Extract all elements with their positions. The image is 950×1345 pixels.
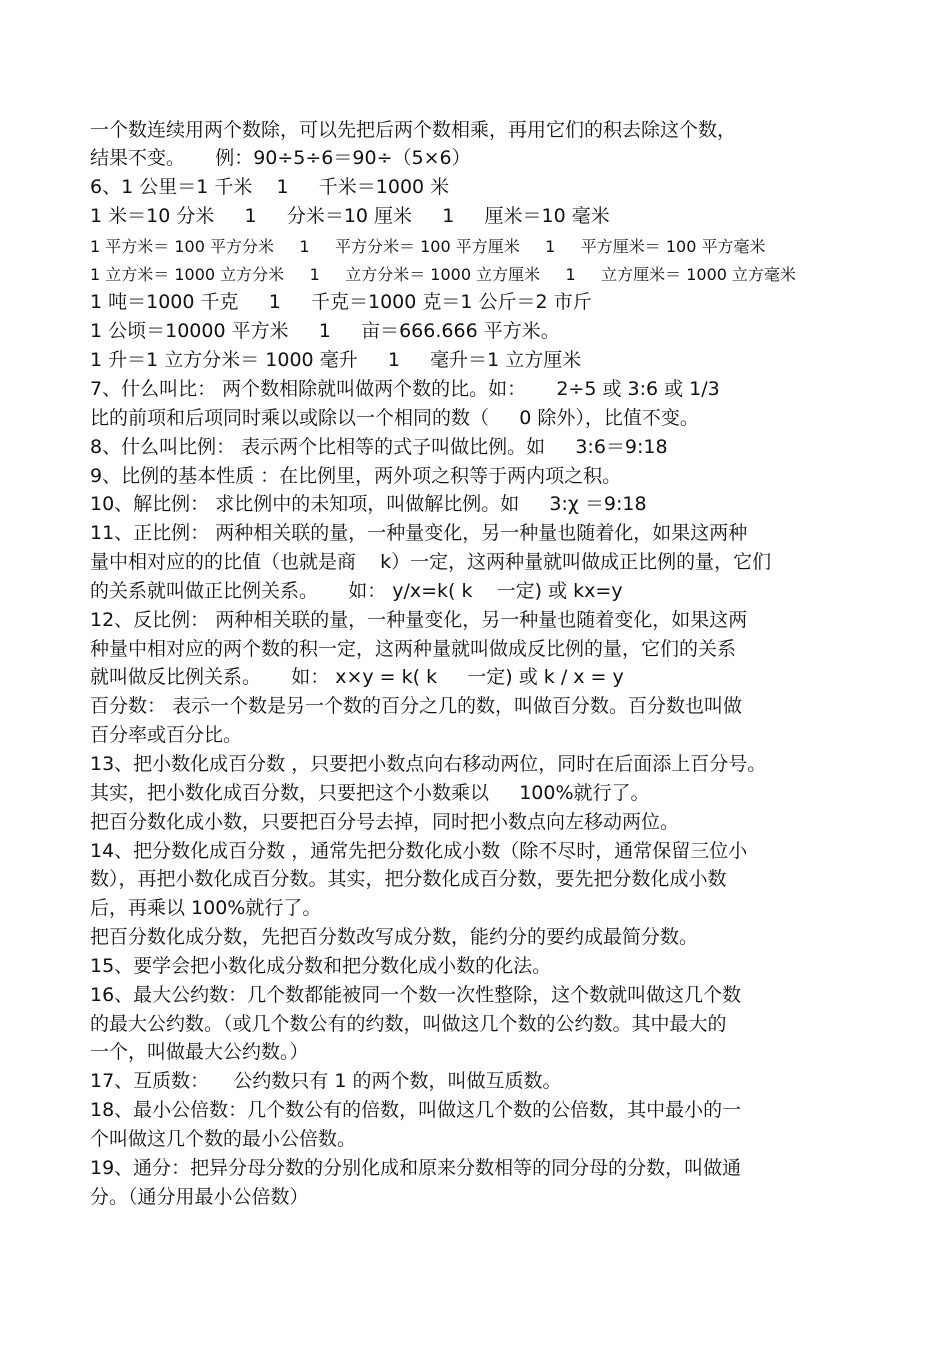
text-line: 把百分数化成分数，先把百分数改写成分数，能约分的要约成最简分数。 (90, 926, 699, 948)
text-line: 结果不变。 例：90÷5÷6＝90÷（5×6） (90, 147, 471, 169)
text-line: 1 立方米＝ 1000 立方分米 1 立方分米＝ 1000 立方厘米 1 立方厘米＝ 1000 立方毫米 (90, 265, 797, 284)
text-line: 后，再乘以 100%就行了。 (90, 897, 322, 919)
text-line: 量中相对应的的比值（也就是商 k）一定，这两种量就叫做成正比例的量，它们 (90, 551, 772, 573)
text-line: 1 米＝10 分米 1 分米＝10 厘米 1 厘米＝10 毫米 (90, 205, 610, 227)
text-line: 数），再把小数化成百分数。其实，把分数化成百分数，要先把分数化成小数 (90, 868, 727, 890)
text-line: 个叫做这几个数的最小公倍数。 (90, 1128, 357, 1150)
text-line: 19、通分：把异分母分数的分别化成和原来分数相等的同分母的分数，叫做通 (90, 1157, 742, 1179)
text-line: 11、正比例： 两种相关联的量，一种量变化，另一种量也随着化，如果这两种 (90, 522, 748, 544)
text-line: 一个，叫做最大公约数。） (90, 1041, 309, 1063)
text-line: 16、最大公约数：几个数都能被同一个数一次性整除，这个数就叫做这几个数 (90, 984, 742, 1006)
text-line: 百分率或百分比。 (90, 724, 243, 746)
text-line: 13、把小数化成百分数 ，只要把小数点向右移动两位，同时在后面添上百分号。 (90, 753, 767, 775)
text-line: 8、什么叫比例： 表示两个比相等的式子叫做比例。如 3:6＝9:18 (90, 436, 668, 458)
text-line: 1 公顷＝10000 平方米 1 亩＝666.666 平方米。 (90, 320, 560, 342)
text-line: 6、1 公里＝1 千米 1 千米＝1000 米 (90, 176, 450, 198)
text-line: 种量中相对应的两个数的积一定，这两种量就叫做成反比例的量，它们的关系 (90, 638, 737, 660)
text-line: 17、互质数： 公约数只有 1 的两个数，叫做互质数。 (90, 1070, 562, 1092)
text-line: 的关系就叫做正比例关系。 如： y/x=k( k 一定) 或 kx=y (90, 580, 623, 602)
text-line: 百分数： 表示一个数是另一个数的百分之几的数，叫做百分数。百分数也叫做 (90, 695, 743, 717)
text-line: 12、反比例： 两种相关联的量，一种量变化，另一种量也随着变化，如果这两 (90, 609, 748, 631)
text-line: 10、解比例： 求比例中的未知项，叫做解比例。如 3:χ ＝9:18 (90, 493, 647, 515)
text-line: 18、最小公倍数：几个数公有的倍数，叫做这几个数的公倍数，其中最小的一 (90, 1099, 742, 1121)
text-line: 就叫做反比例关系。 如： x×y = k( k 一定) 或 k / x = y (90, 666, 624, 688)
text-line: 1 吨＝1000 千克 1 千克＝1000 克＝1 公斤＝2 市斤 (90, 291, 592, 313)
text-line: 比的前项和后项同时乘以或除以一个相同的数（ 0 除外），比值不变。 (90, 407, 699, 429)
text-line: 14、把分数化成百分数 ，通常先把分数化成小数（除不尽时，通常保留三位小 (90, 840, 748, 862)
text-line: 的最大公约数。（或几个数公有的约数，叫做这几个数的公约数。其中最大的 (90, 1013, 727, 1035)
text-line: 1 升＝1 立方分米＝ 1000 毫升 1 毫升＝1 立方厘米 (90, 349, 582, 371)
text-line: 9、比例的基本性质 ：在比例里，两外项之积等于两内项之积。 (90, 465, 622, 487)
text-line: 7、什么叫比： 两个数相除就叫做两个数的比。如： 2÷5 或 3:6 或 1/3 (90, 378, 720, 400)
text-line: 把百分数化成小数，只要把百分号去掉，同时把小数点向左移动两位。 (90, 811, 680, 833)
text-line: 一个数连续用两个数除，可以先把后两个数相乘，再用它们的积去除这个数， (90, 119, 737, 141)
text-line: 1 平方米＝ 100 平方分米 1 平方分米＝ 100 平方厘米 1 平方厘米＝ 100 平方毫米 (90, 237, 766, 256)
text-line: 其实，把小数化成百分数，只要把这个小数乘以 100%就行了。 (90, 782, 650, 804)
text-line: 15、要学会把小数化成分数和把分数化成小数的化法。 (90, 955, 552, 977)
text-line: 分。（通分用最小公倍数） (90, 1186, 309, 1208)
